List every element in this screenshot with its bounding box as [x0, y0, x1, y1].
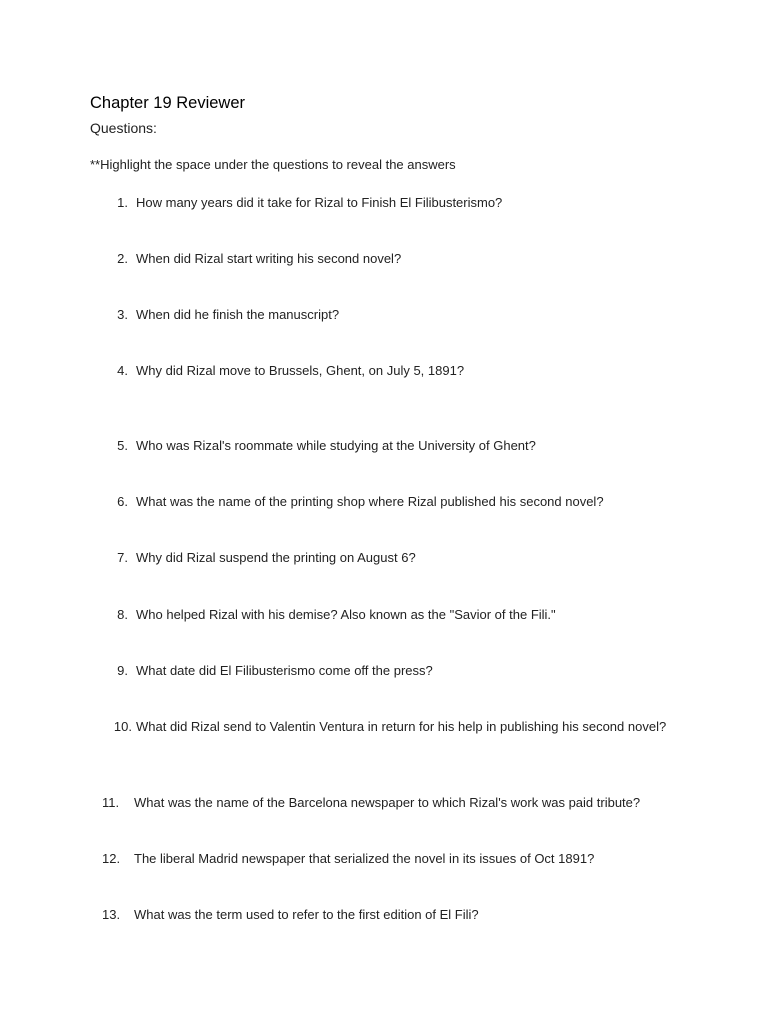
question-number: 4.	[117, 363, 128, 378]
instruction-note: **Highlight the space under the questions to reveal the answers	[90, 157, 456, 172]
document-subtitle: Questions:	[90, 120, 157, 136]
question-number: 3.	[117, 307, 128, 322]
question-number: 5.	[117, 438, 128, 453]
question-text: When did Rizal start writing his second novel?	[136, 251, 402, 266]
question-text: What date did El Filibusterismo come off the press?	[136, 663, 433, 678]
question-text: Why did Rizal suspend the printing on August 6?	[136, 550, 416, 565]
question-text: What did Rizal send to Valentin Ventura in return for his help in publishing his second novel?	[136, 719, 667, 734]
question-number: 9.	[117, 663, 128, 678]
question-number: 8.	[117, 607, 128, 622]
question-text: What was the name of the Barcelona newspaper to which Rizal's work was paid tribute?	[134, 795, 641, 810]
question-number: 6.	[117, 494, 128, 509]
question-number: 7.	[117, 550, 128, 565]
question-number: 1.	[117, 195, 128, 210]
question-number: 11.	[102, 795, 120, 810]
question-text: When did he finish the manuscript?	[136, 307, 340, 322]
question-number: 2.	[117, 251, 128, 266]
question-text: The liberal Madrid newspaper that serialized the novel in its issues of Oct 1891?	[134, 851, 595, 866]
question-text: Who was Rizal's roommate while studying at the University of Ghent?	[136, 438, 536, 453]
question-number: 10.	[113, 719, 132, 734]
document-title: Chapter 19 Reviewer	[90, 94, 245, 112]
question-number: 12.	[102, 851, 121, 866]
question-text: Why did Rizal move to Brussels, Ghent, on July 5, 1891?	[136, 363, 465, 378]
question-text: What was the name of the printing shop where Rizal published his second novel?	[136, 494, 604, 509]
question-text: How many years did it take for Rizal to Finish El Filibusterismo?	[136, 195, 503, 210]
question-text: What was the term used to refer to the first edition of El Fili?	[134, 907, 479, 922]
question-number: 13.	[102, 907, 121, 922]
question-text: Who helped Rizal with his demise? Also known as the "Savior of the Fili."	[136, 607, 556, 622]
